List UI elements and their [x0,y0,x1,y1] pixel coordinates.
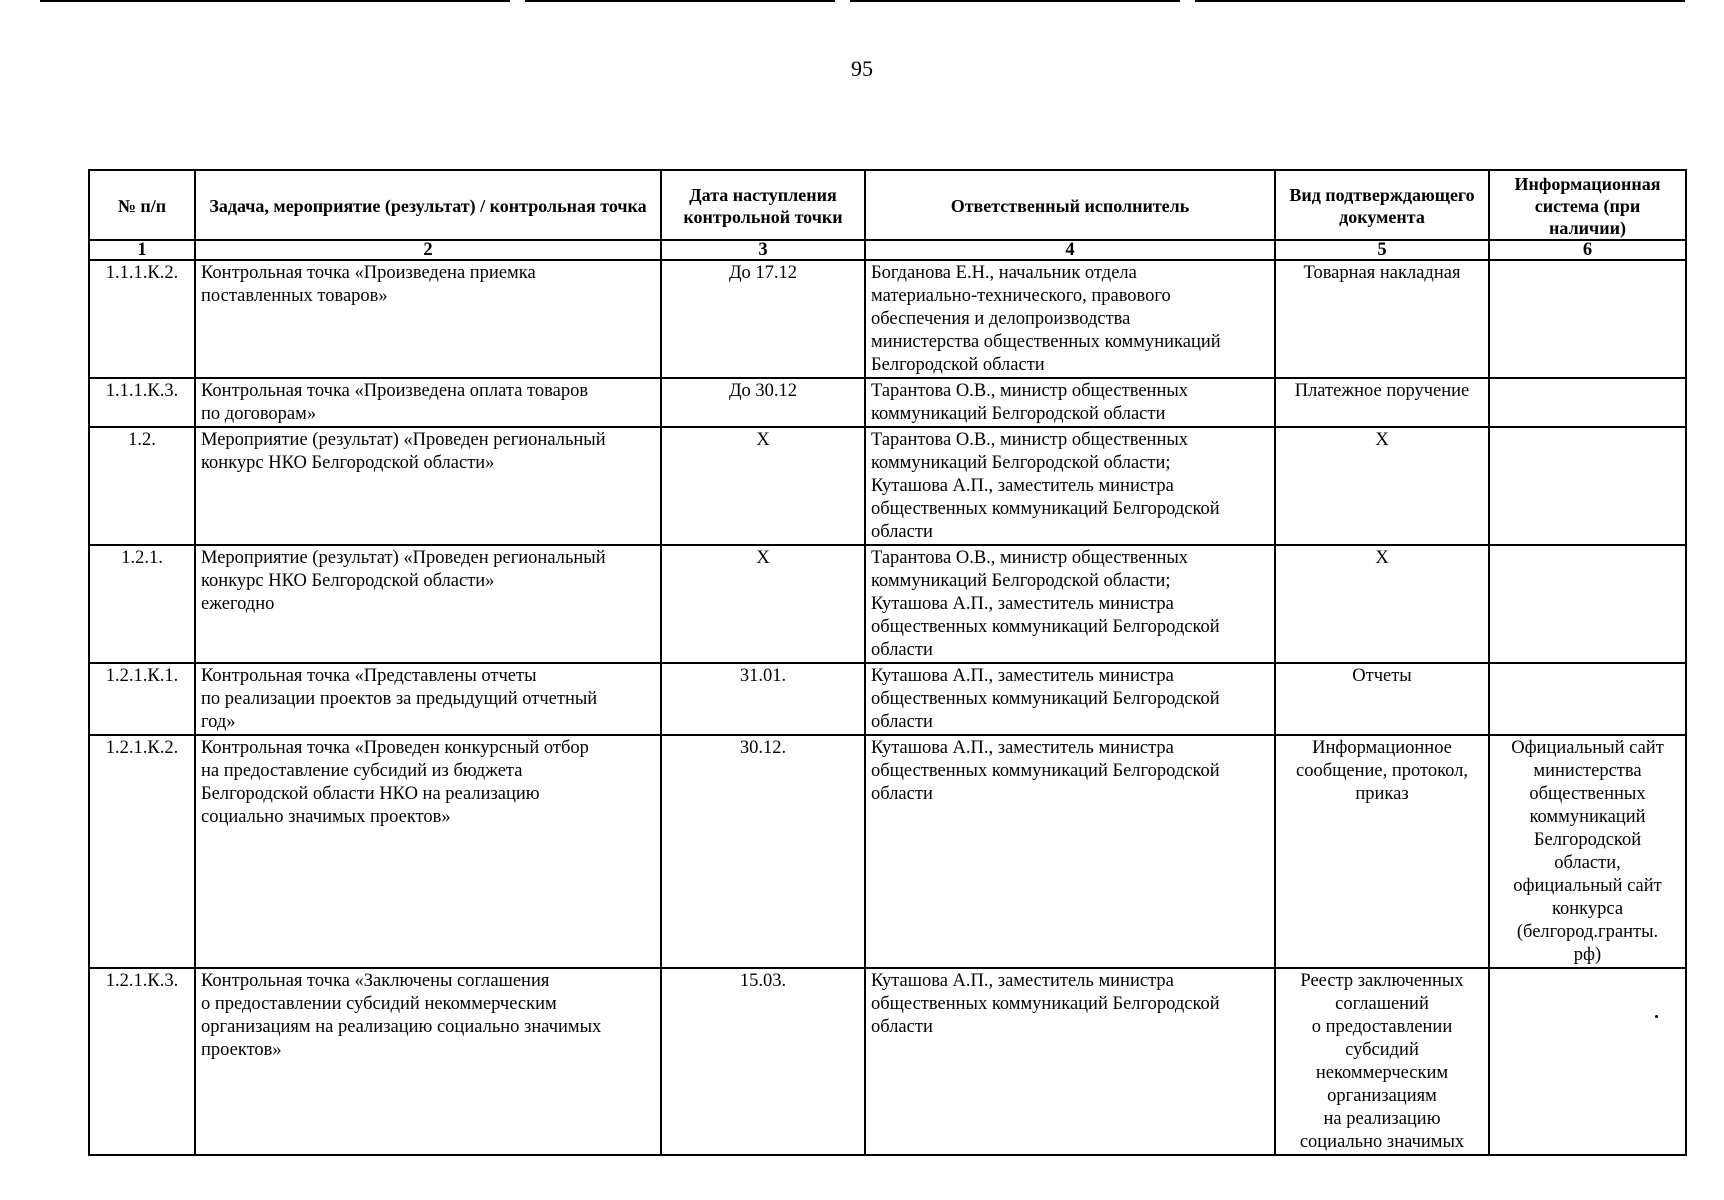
executor-line: коммуникаций Белгородской области [871,404,1166,424]
document-line: на реализацию [1323,1109,1441,1129]
document-cell [1275,378,1489,427]
info-system-cell [1489,427,1686,545]
task-cell [195,260,661,378]
document-line: Информационное [1312,738,1452,758]
header-date: Дата наступления контрольной точки [661,170,865,240]
info-system-line: официальный сайт [1513,876,1662,896]
document-cell [1275,735,1489,968]
document-cell [1275,968,1489,1155]
executor-line: области [871,522,933,542]
column-number: 2 [195,240,661,260]
task-line: Контрольная точка «Произведена оплата товаров [201,381,589,401]
info-system-line: конкурса [1551,899,1624,919]
document-line: субсидий [1345,1040,1419,1060]
table-body [89,260,1686,1155]
task-line: Мероприятие (результат) «Проведен региональный [201,430,606,450]
task-line: организациям на реализацию социально значимых [201,1017,602,1037]
task-line: конкурс НКО Белгородской области» [201,453,495,473]
executor-cell [865,378,1275,427]
executor-line: Куташова А.П., заместитель министра [871,738,1174,758]
executor-cell [865,663,1275,735]
info-system-line: Белгородской [1533,830,1642,850]
executor-line: Тарантова О.В., министр общественных [871,548,1189,568]
executor-line: Богданова Е.Н., начальник отдела [871,263,1137,283]
task-cell [195,968,661,1155]
executor-line: общественных коммуникаций Белгородской [871,617,1220,637]
task-line: Контрольная точка «Произведена приемка [201,263,536,283]
executor-line: Белгородской области [871,355,1045,375]
column-number: 5 [1275,240,1489,260]
date-cell: До 17.12 [661,260,865,378]
task-cell [195,427,661,545]
document-line: некоммерческим [1315,1063,1449,1083]
top-edge-line [850,0,1180,2]
table-row [89,735,1686,968]
row-number: 1.1.1.К.2. [89,260,195,378]
info-system-cell [1489,663,1686,735]
document-line: сообщение, протокол, [1295,761,1468,781]
info-system-line: министерства [1533,761,1642,781]
document-line: приказ [1355,784,1409,804]
control-points-table [88,169,1687,1156]
row-number: 1.2.1.К.2. [89,735,195,968]
header-number: № п/п [89,170,195,240]
column-numbers-row [89,240,1686,260]
column-number: 4 [865,240,1275,260]
document-line: о предоставлении [1311,1017,1453,1037]
document-line: соглашений [1335,994,1429,1014]
header-task: Задача, мероприятие (результат) / контрольная точка [195,170,661,240]
executor-cell [865,968,1275,1155]
executor-line: области [871,1017,933,1037]
header-document: Вид подтверждающего документа [1275,170,1489,240]
info-system-line: рф) [1573,945,1602,965]
table-row [89,968,1686,1155]
document-line: X [1375,430,1389,450]
task-line: социально значимых проектов» [201,807,451,827]
document-cell [1275,260,1489,378]
table-row [89,545,1686,663]
document-line: Товарная накладная [1303,263,1461,283]
task-line: Контрольная точка «Проведен конкурсный отбор [201,738,589,758]
row-number: 1.2.1.К.1. [89,663,195,735]
task-cell [195,378,661,427]
task-line: по договорам» [201,404,317,424]
task-line: о предоставлении субсидий некоммерческим [201,994,557,1014]
date-cell: 15.03. [661,968,865,1155]
executor-line: общественных коммуникаций Белгородской [871,761,1220,781]
executor-line: коммуникаций Белгородской области; [871,571,1171,591]
executor-line: Тарантова О.В., министр общественных [871,430,1189,450]
executor-line: общественных коммуникаций Белгородской [871,499,1220,519]
task-line: проектов» [201,1040,282,1060]
executor-line: коммуникаций Белгородской области; [871,453,1171,473]
executor-cell [865,260,1275,378]
task-line: поставленных товаров» [201,286,388,306]
document-line: организациям [1327,1086,1437,1106]
row-number: 1.2. [89,427,195,545]
document-line: X [1375,548,1389,568]
executor-cell [865,545,1275,663]
task-line: Контрольная точка «Представлены отчеты [201,666,537,686]
info-system-cell [1489,260,1686,378]
executor-line: области [871,712,933,732]
top-edge-line [40,0,510,2]
executor-line: материально-технического, правового [871,286,1171,306]
page-number: 95 [851,56,873,81]
column-number: 1 [89,240,195,260]
info-system-cell [1489,735,1686,968]
date-cell: До 30.12 [661,378,865,427]
document-line: социально значимых [1299,1132,1465,1152]
info-system-cell [1489,968,1686,1155]
executor-line: Тарантова О.В., министр общественных [871,381,1189,401]
column-number: 3 [661,240,865,260]
document-line: Платежное поручение [1294,381,1470,401]
row-number: 1.2.1.К.3. [89,968,195,1155]
executor-cell [865,735,1275,968]
header-info-system: Информационная система (при наличии) [1489,170,1686,240]
row-number: 1.2.1. [89,545,195,663]
task-line: на предоставление субсидий из бюджета [201,761,523,781]
executor-line: области [871,640,933,660]
task-line: Белгородской области НКО на реализацию [201,784,540,804]
top-edge-line [1195,0,1685,2]
task-cell [195,545,661,663]
date-cell: X [661,427,865,545]
column-number: 6 [1489,240,1686,260]
table-row [89,260,1686,378]
executor-line: Куташова А.П., заместитель министра [871,594,1174,614]
task-cell [195,735,661,968]
document-cell [1275,545,1489,663]
document-cell [1275,427,1489,545]
info-system-line: (белгород.гранты. [1516,922,1659,942]
table-row [89,663,1686,735]
info-system-line: коммуникаций [1529,807,1646,827]
date-cell: X [661,545,865,663]
executor-line: области [871,784,933,804]
task-line: по реализации проектов за предыдущий отчетный [201,689,598,709]
table-header-row [89,170,1686,240]
stray-dot [1655,1015,1658,1018]
header-executor: Ответственный исполнитель [865,170,1275,240]
executor-cell [865,427,1275,545]
document-line: Отчеты [1352,666,1412,686]
row-number: 1.1.1.К.3. [89,378,195,427]
task-line: Контрольная точка «Заключены соглашения [201,971,550,991]
table-row [89,378,1686,427]
info-system-line: общественных [1529,784,1646,804]
date-cell: 31.01. [661,663,865,735]
top-edge-line [525,0,835,2]
info-system-cell [1489,545,1686,663]
executor-line: обеспечения и делопроизводства [871,309,1131,329]
task-line: год» [201,712,236,732]
document-line: Реестр заключенных [1300,971,1464,991]
executor-line: Куташова А.П., заместитель министра [871,476,1174,496]
document-cell [1275,663,1489,735]
date-cell: 30.12. [661,735,865,968]
info-system-cell [1489,378,1686,427]
task-line: Мероприятие (результат) «Проведен региональный [201,548,606,568]
task-line: конкурс НКО Белгородской области» [201,571,495,591]
executor-line: Куташова А.П., заместитель министра [871,666,1174,686]
task-cell [195,663,661,735]
table-row [89,427,1686,545]
executor-line: министерства общественных коммуникаций [871,332,1221,352]
info-system-line: области, [1554,853,1621,873]
executor-line: Куташова А.П., заместитель министра [871,971,1174,991]
executor-line: общественных коммуникаций Белгородской [871,994,1220,1014]
task-line: ежегодно [201,594,275,614]
info-system-line: Официальный сайт [1511,738,1664,758]
executor-line: общественных коммуникаций Белгородской [871,689,1220,709]
